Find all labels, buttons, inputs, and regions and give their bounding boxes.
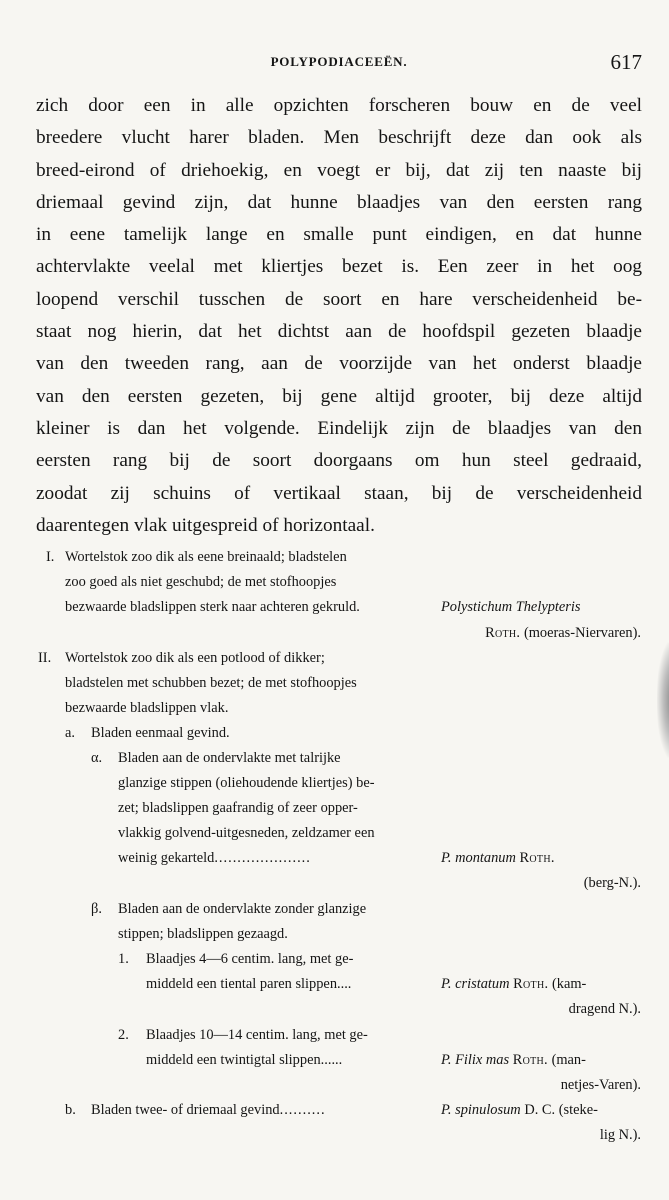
paragraph-line: achtervlakte veelal met kliertjes bezet is. Een zeer in het oog	[36, 256, 642, 278]
species-name: P. spinulosum	[441, 1102, 521, 1118]
key-marker: β.	[91, 901, 102, 917]
dot-leader: .....................	[214, 850, 311, 866]
key-line-with-leader	[118, 849, 311, 867]
key-line: Wortelstok zoo dik als eene breinaald; bladstelen	[65, 549, 347, 565]
species-name: Polystichum Thelypteris	[441, 599, 581, 615]
species-name: P. montanum	[441, 850, 516, 866]
key-line: middeld een tiental paren slippen....	[146, 976, 352, 992]
common-name: (berg-N.).	[583, 875, 641, 891]
key-line: zet; bladslippen gaafrandig of zeer opper-	[118, 800, 358, 816]
key-marker: I.	[46, 549, 55, 565]
species-entry	[441, 849, 555, 867]
common-name: netjes-Varen).	[560, 1077, 641, 1093]
key-line: Blaadjes 10—14 centim. lang, met ge-	[146, 1027, 368, 1043]
key-marker: 1.	[118, 951, 129, 967]
key-line: bezwaarde bladslippen sterk naar achteren gekruld.	[65, 599, 360, 615]
key-line: Bladen twee- of driemaal gevind	[91, 1102, 280, 1118]
key-line: zoo goed als niet geschubd; de met stofhoopjes	[65, 574, 337, 590]
body-paragraph	[36, 90, 642, 542]
paragraph-line: in eene tamelijk lange en smalle punt eindigen, en dat hunne	[36, 224, 642, 246]
key-line: glanzige stippen (oliehoudende kliertjes) be-	[118, 775, 375, 791]
page-number: 617	[610, 50, 642, 74]
key-marker: a.	[65, 725, 75, 741]
key-line-with-leader	[91, 1101, 326, 1119]
key-line: Bladen aan de ondervlakte met talrijke	[118, 750, 341, 766]
key-line: weinig gekarteld	[118, 850, 215, 866]
paragraph-line: daarentegen vlak uitgespreid of horizontaal.	[36, 514, 375, 536]
authority: Roth.	[519, 850, 555, 866]
key-marker: 2.	[118, 1027, 129, 1043]
common-name: (kam-	[551, 976, 587, 992]
paragraph-line: zoodat zij schuins of vertikaal staan, bij de verscheidenheid	[36, 482, 642, 504]
species-name: P. Filix mas	[441, 1052, 510, 1068]
authority: Roth.	[485, 625, 521, 641]
key-line: Blaadjes 4—6 centim. lang, met ge-	[146, 951, 354, 967]
species-entry	[441, 1051, 586, 1069]
paragraph-line: loopend verschil tusschen de soort en hare verscheidenheid be-	[36, 288, 642, 310]
species-entry	[441, 975, 586, 993]
authority: Roth.	[513, 976, 549, 992]
key-line: bezwaarde bladslippen vlak.	[65, 700, 229, 716]
key-line: Wortelstok zoo dik als een potlood of dikker;	[65, 650, 325, 666]
paragraph-line: breedere vlucht harer bladen. Men beschrijft deze dan ook als	[36, 127, 642, 149]
authority: D. C.	[524, 1102, 556, 1118]
common-name: (man-	[551, 1052, 586, 1068]
paragraph-line: breed-eirond of driehoekig, en voegt er bij, dat zij ten naaste bij	[36, 159, 642, 181]
page-header	[36, 50, 642, 74]
key-line: bladstelen met schubben bezet; de met stofhoopjes	[65, 675, 357, 691]
dot-leader: ..........	[279, 1102, 326, 1118]
paragraph-line: driemaal gevind zijn, dat hunne blaadjes van den eersten rang	[36, 191, 642, 213]
key-marker: II.	[38, 650, 52, 666]
paragraph-line: zich door een in alle opzichten forscheren bouw en de veel	[36, 95, 642, 116]
common-name: (moeras-Niervaren).	[523, 625, 641, 641]
paragraph-line: van den tweeden rang, aan de voorzijde van het onderst blaadje	[36, 353, 642, 375]
key-line: Bladen aan de ondervlakte zonder glanzige	[118, 901, 367, 917]
species-name: P. cristatum	[441, 976, 510, 992]
paragraph-line: eersten rang bij de soort doorgaans om hun steel gedraaid,	[36, 450, 642, 472]
common-name: lig N.).	[599, 1127, 641, 1143]
common-name: (steke-	[558, 1102, 598, 1118]
key-line: vlakkig golvend-uitgesneden, zeldzamer een	[118, 825, 375, 841]
species-entry	[441, 1101, 598, 1119]
paragraph-line: staat nog hierin, dat het dichtst aan de hoofdspil gezeten blaadje	[36, 321, 642, 343]
key-line: middeld een twintigtal slippen......	[146, 1052, 343, 1068]
scan-shadow	[657, 640, 669, 760]
species-authority-line	[485, 624, 641, 642]
paragraph-line: van den eersten gezeten, bij gene altijd grooter, bij deze altijd	[36, 385, 642, 407]
authority: Roth.	[512, 1052, 548, 1068]
key-marker: α.	[91, 750, 103, 766]
key-marker: b.	[65, 1102, 76, 1118]
key-line: Bladen eenmaal gevind.	[91, 725, 230, 741]
common-name: dragend N.).	[568, 1001, 641, 1017]
key-line: stippen; bladslippen gezaagd.	[118, 926, 288, 942]
paragraph-line: kleiner is dan het volgende. Eindelijk zijn de blaadjes van den	[36, 417, 642, 439]
running-title: POLYPODIACEEËN.	[270, 54, 408, 69]
